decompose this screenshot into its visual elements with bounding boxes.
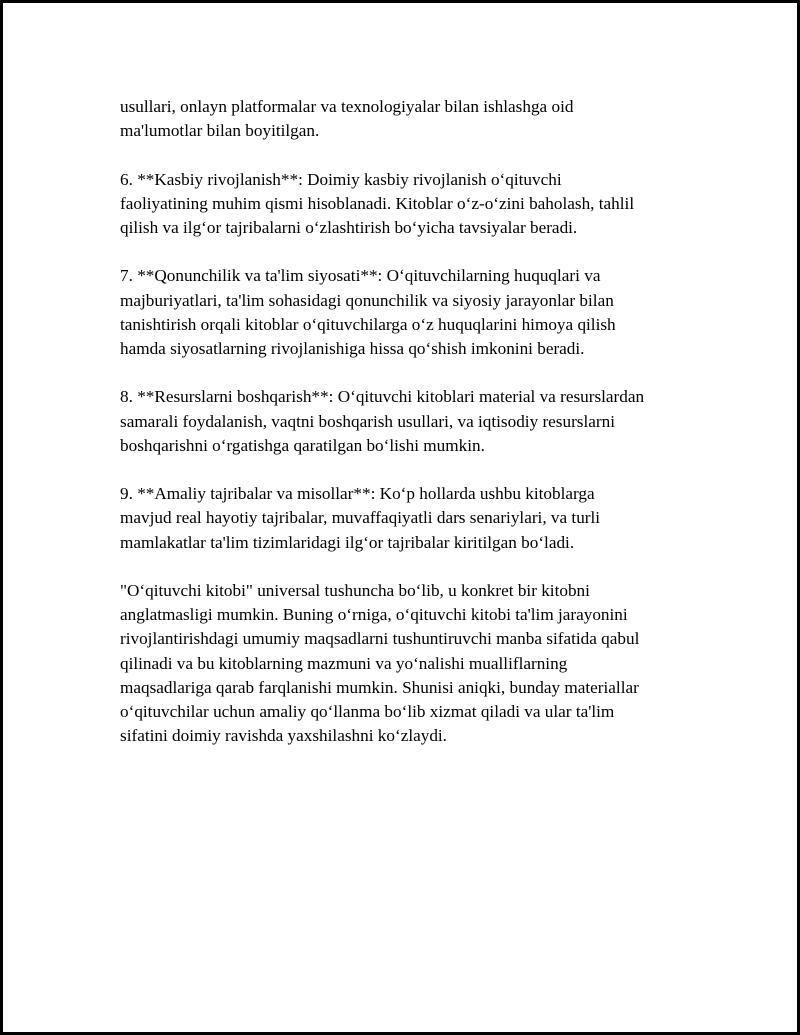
text-line: faoliyatining muhim qismi hisoblanadi. Kitoblar o‘z-o‘zini baholash, tahlil	[120, 193, 635, 213]
text-line: ma'lumotlar bilan boyitilgan.	[120, 121, 320, 141]
text-line: tanishtirish orqali kitoblar o‘qituvchilarga o‘z huquqlarini himoya qilish	[120, 314, 616, 334]
text-line: 9. **Amaliy tajribalar va misollar**: Ko‘p hollarda ushbu kitoblarga	[120, 484, 595, 504]
text-line: 7. **Qonunchilik va ta'lim siyosati**: O‘qituvchilarning huquqlari va	[120, 266, 601, 286]
text-line: o‘qituvchilar uchun amaliy qo‘llanma bo‘lib xizmat qiladi va ular ta'lim	[120, 702, 615, 721]
text-line: hamda siyosatlarning rivojlanishiga hissa qo‘shish imkonini beradi.	[120, 339, 585, 358]
text-line: samarali foydalanish, vaqtni boshqarish usullari, va iqtisodiy resurslarni	[120, 411, 615, 431]
text-line: mavjud real hayotiy tajribalar, muvaffaqiyatli dars senariylari, va turli	[120, 508, 601, 528]
paragraph-conclusion	[120, 579, 700, 748]
text-line: qilish va ilg‘or tajribalarni o‘zlashtirish bo‘yicha tavsiyalar beradi.	[120, 218, 578, 237]
paragraph-item-8	[120, 385, 700, 458]
text-line: maqsadlariga qarab farqlanishi mumkin. Shunisi aniqki, bunday materiallar	[120, 677, 639, 697]
paragraph-item-9	[120, 482, 700, 555]
text-line: 8. **Resurslarni boshqarish**: O‘qituvchi kitoblari material va resurslardan	[120, 387, 645, 407]
paragraph-intro-continuation	[120, 95, 700, 143]
text-line: qilinadi va bu kitoblarning mazmuni va yo‘nalishi mualliflarning	[120, 653, 568, 673]
text-line: sifatini doimiy ravishda yaxshilashni ko‘zlaydi.	[120, 726, 447, 746]
text-line: "O‘qituvchi kitobi" universal tushuncha bo‘lib, u konkret bir kitobni	[120, 580, 590, 600]
text-line: anglatmasligi mumkin. Buning o‘rniga, o‘qituvchi kitobi ta'lim jarayonini	[120, 605, 628, 625]
text-line: 6. **Kasbiy rivojlanish**: Doimiy kasbiy rivojlanish o‘qituvchi	[120, 169, 562, 189]
text-line: majburiyatlari, ta'lim sohasidagi qonunchilik va siyosiy jarayonlar bilan	[120, 290, 614, 310]
text-line: mamlakatlar ta'lim tizimlaridagi ilg‘or tajribalar kiritilgan bo‘ladi.	[120, 532, 575, 552]
text-line: usullari, onlayn platformalar va texnologiyalar bilan ishlashga oid	[120, 97, 574, 116]
document-body	[120, 95, 700, 773]
text-line: rivojlantirishdagi umumiy maqsadlarni tushuntiruvchi manba sifatida qabul	[120, 629, 640, 649]
paragraph-item-6	[120, 168, 700, 241]
paragraph-item-7	[120, 264, 700, 361]
text-line: boshqarishni o‘rgatishga qaratilgan bo‘lishi mumkin.	[120, 435, 485, 455]
